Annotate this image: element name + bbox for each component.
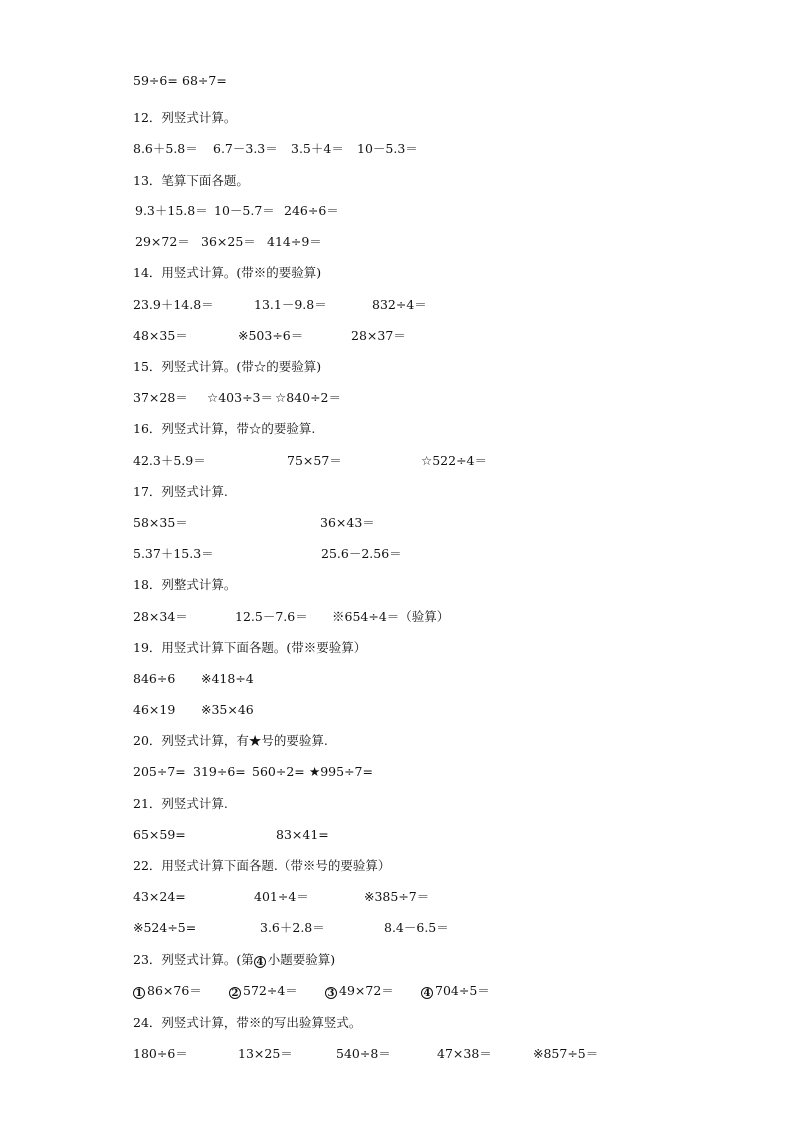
math-problem: 48×35＝ — [133, 328, 188, 343]
math-problem: 12.5－7.6＝ — [235, 609, 308, 624]
math-problem: 43×24= — [133, 889, 186, 904]
question-heading: 16．列竖式计算，带☆的要验算. — [133, 421, 316, 436]
math-problem: ☆840÷2＝ — [275, 390, 341, 405]
question-heading: 19．用竖式计算下面各题。(带※要验算） — [133, 640, 367, 655]
math-problem: 13.1－9.8＝ — [254, 297, 327, 312]
math-problem: ※524÷5= — [133, 920, 197, 935]
question-heading: 17．列竖式计算. — [133, 484, 228, 499]
math-problem: 8.6＋5.8＝ — [133, 141, 198, 156]
math-problem: ※654÷4＝（验算） — [332, 609, 450, 624]
math-problem: 36×43＝ — [320, 515, 375, 530]
math-problem: 10－5.3＝ — [357, 141, 418, 156]
question-heading — [133, 952, 335, 968]
math-problem: 205÷7= — [133, 764, 186, 779]
math-problem: ※418÷4 — [201, 671, 254, 686]
math-problem: 319÷6= — [193, 764, 246, 779]
math-problem: 5.37＋15.3＝ — [133, 546, 214, 561]
problem-text: 49×72＝ — [339, 983, 394, 998]
question-heading: 18．列整式计算。 — [133, 577, 237, 592]
math-problem: ※857÷5＝ — [533, 1046, 599, 1061]
math-problem: 68÷7= — [182, 73, 227, 88]
math-problem: 846÷6 — [133, 671, 176, 686]
math-problem — [325, 983, 394, 999]
math-problem: 832÷4＝ — [372, 297, 427, 312]
math-problem: 25.6－2.56＝ — [321, 546, 402, 561]
question-heading: 20．列竖式计算，有★号的要验算. — [133, 733, 328, 748]
circled-number: 3 — [325, 987, 337, 999]
math-problem — [133, 983, 202, 999]
math-problem: 23.9＋14.8＝ — [133, 297, 214, 312]
math-problem: 47×38＝ — [437, 1046, 492, 1061]
math-problem: 83×41= — [276, 827, 329, 842]
math-problem: 59÷6= — [133, 73, 178, 88]
math-problem: 13×25＝ — [238, 1046, 293, 1061]
math-problem: ※385÷7＝ — [364, 889, 430, 904]
math-problem: 6.7－3.3＝ — [213, 141, 278, 156]
math-problem: 3.6＋2.8＝ — [260, 920, 325, 935]
math-problem: 28×34＝ — [133, 609, 188, 624]
math-problem: 246÷6＝ — [284, 203, 339, 218]
math-problem: 37×28＝ — [133, 390, 188, 405]
math-problem: 560÷2= — [252, 764, 305, 779]
circled-number: 2 — [229, 987, 241, 999]
math-problem: ※503÷6＝ — [238, 328, 304, 343]
math-problem: 10－5.7＝ — [214, 203, 275, 218]
question-heading: 24．列竖式计算，带※的写出验算竖式。 — [133, 1015, 362, 1030]
math-problem: 414÷9＝ — [267, 234, 322, 249]
circled-number: 1 — [133, 987, 145, 999]
math-problem: 401÷4＝ — [254, 889, 309, 904]
circled-number: 4 — [254, 956, 266, 968]
problem-text: 704÷5＝ — [435, 983, 490, 998]
question-heading: 14．用竖式计算。(带※的要验算) — [133, 265, 322, 280]
heading-text: 小题要验算) — [267, 952, 336, 967]
math-problem: 29×72＝ — [135, 234, 190, 249]
math-problem: 9.3＋15.8＝ — [135, 203, 208, 218]
question-heading: 13．笔算下面各题。 — [133, 173, 249, 188]
math-problem: 180÷6＝ — [133, 1046, 188, 1061]
problem-text: 572÷4＝ — [243, 983, 298, 998]
circled-number: 4 — [421, 987, 433, 999]
math-problem: ※35×46 — [201, 702, 254, 717]
heading-text: 23．列竖式计算。(第 — [133, 952, 254, 967]
math-problem — [421, 983, 490, 999]
problem-text: 86×76＝ — [147, 983, 202, 998]
math-problem: 36×25＝ — [201, 234, 256, 249]
math-problem: 65×59= — [133, 827, 186, 842]
question-heading: 22．用竖式计算下面各题.（带※号的要验算） — [133, 858, 391, 873]
math-problem — [229, 983, 298, 999]
math-problem: ☆403÷3＝ — [207, 390, 273, 405]
question-heading: 21．列竖式计算. — [133, 796, 228, 811]
math-problem: ☆522÷4＝ — [421, 453, 487, 468]
math-problem: 42.3＋5.9＝ — [133, 453, 206, 468]
question-heading: 15．列竖式计算。(带☆的要验算) — [133, 359, 322, 374]
math-problem: 75×57＝ — [287, 453, 342, 468]
math-problem: ★995÷7= — [309, 764, 373, 779]
math-problem: 28×37＝ — [351, 328, 406, 343]
math-problem: 3.5＋4＝ — [291, 141, 344, 156]
math-problem: 540÷8＝ — [336, 1046, 391, 1061]
math-problem: 46×19 — [133, 702, 176, 717]
question-heading: 12．列竖式计算。 — [133, 110, 237, 125]
math-problem: 8.4－6.5＝ — [384, 920, 449, 935]
math-problem: 58×35＝ — [133, 515, 188, 530]
